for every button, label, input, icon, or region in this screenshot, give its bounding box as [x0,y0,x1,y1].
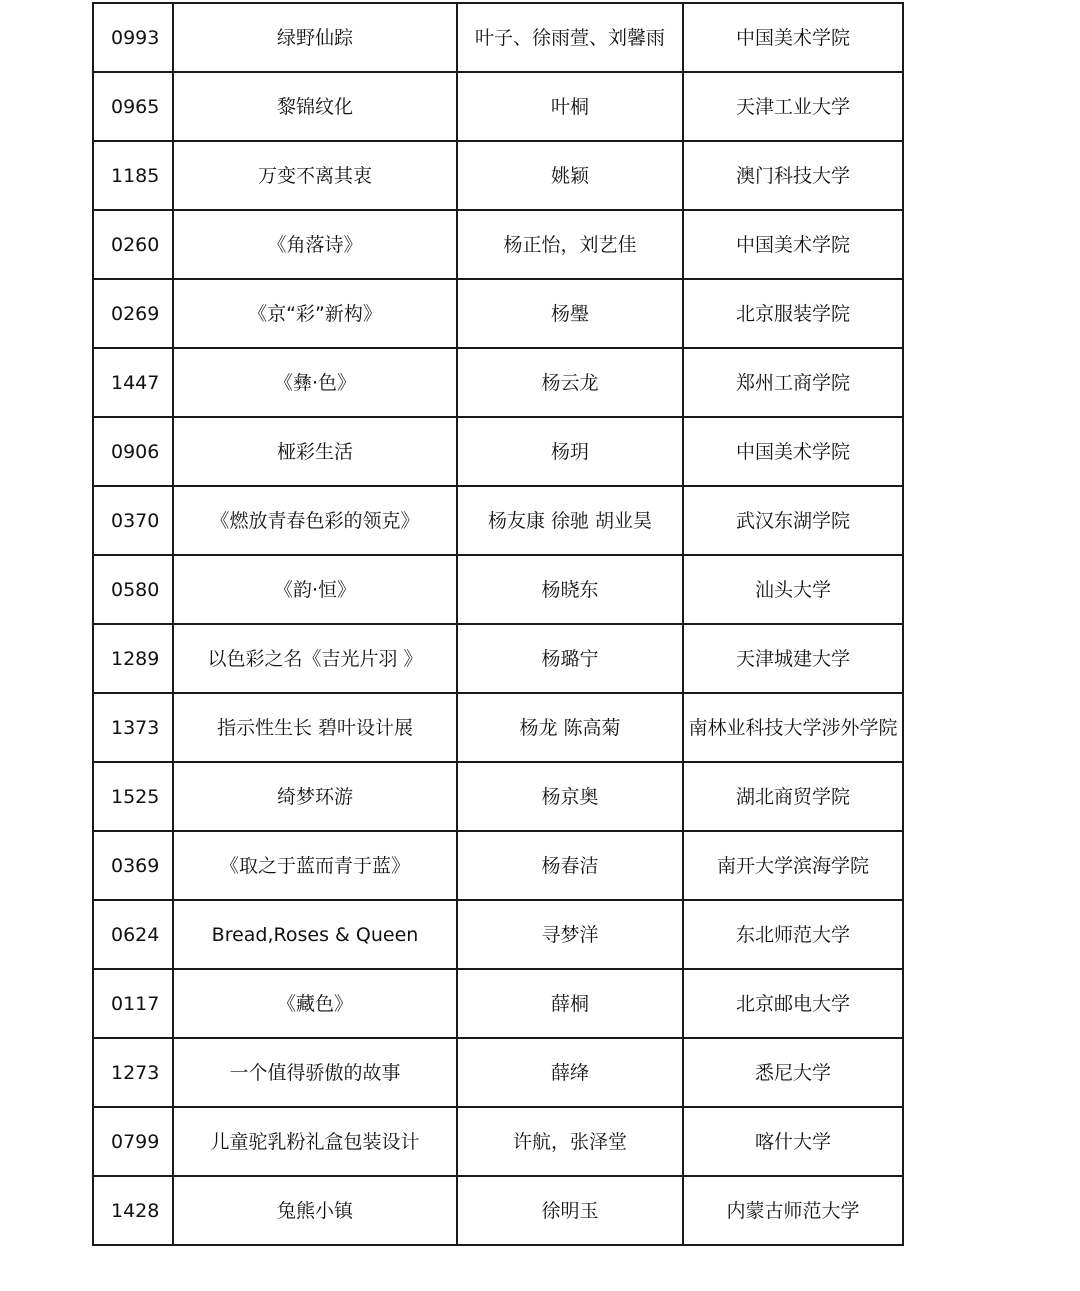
entry-id-cell: 0117 [93,969,173,1038]
school-cell: 南林业科技大学涉外学院 [683,693,903,762]
table-row [93,555,903,624]
work-title-cell: 《京“彩”新构》 [173,279,457,348]
table-row [93,348,903,417]
school-cell: 悉尼大学 [683,1038,903,1107]
author-cell: 杨玥 [457,417,683,486]
table-row [93,900,903,969]
author-cell: 徐明玉 [457,1176,683,1245]
table-row [93,762,903,831]
school-cell: 喀什大学 [683,1107,903,1176]
work-title-cell: 儿童驼乳粉礼盒包装设计 [173,1107,457,1176]
table-row [93,831,903,900]
author-cell: 姚颖 [457,141,683,210]
author-cell: 许航，张泽堂 [457,1107,683,1176]
entry-id-cell: 0624 [93,900,173,969]
results-table-container [92,2,902,1246]
school-cell: 澳门科技大学 [683,141,903,210]
entry-id-cell: 1273 [93,1038,173,1107]
work-title-cell: 绿野仙踪 [173,3,457,72]
school-cell: 中国美术学院 [683,210,903,279]
school-cell: 汕头大学 [683,555,903,624]
author-cell: 杨云龙 [457,348,683,417]
school-cell: 武汉东湖学院 [683,486,903,555]
author-cell: 杨京奥 [457,762,683,831]
author-cell: 杨正怡，刘艺佳 [457,210,683,279]
school-cell: 郑州工商学院 [683,348,903,417]
table-row [93,693,903,762]
author-cell: 杨晓东 [457,555,683,624]
school-cell: 东北师范大学 [683,900,903,969]
entry-id-cell: 0580 [93,555,173,624]
work-title-cell: 桠彩生活 [173,417,457,486]
entry-id-cell: 0269 [93,279,173,348]
results-table [92,2,904,1246]
table-row [93,417,903,486]
work-title-cell: 万变不离其衷 [173,141,457,210]
school-cell: 北京服装学院 [683,279,903,348]
entry-id-cell: 1525 [93,762,173,831]
work-title-cell: 兔熊小镇 [173,1176,457,1245]
school-cell: 天津工业大学 [683,72,903,141]
entry-id-cell: 1373 [93,693,173,762]
entry-id-cell: 0370 [93,486,173,555]
author-cell: 薛桐 [457,969,683,1038]
work-title-cell: 一个值得骄傲的故事 [173,1038,457,1107]
work-title-cell: 以色彩之名《吉光片羽 》 [173,624,457,693]
work-title-cell: 《藏色》 [173,969,457,1038]
entry-id-cell: 0965 [93,72,173,141]
work-title-cell: 《燃放青春色彩的领克》 [173,486,457,555]
work-title-cell: 《取之于蓝而青于蓝》 [173,831,457,900]
school-cell: 中国美术学院 [683,417,903,486]
table-row [93,486,903,555]
table-row [93,624,903,693]
entry-id-cell: 0906 [93,417,173,486]
school-cell: 南开大学滨海学院 [683,831,903,900]
school-cell: 中国美术学院 [683,3,903,72]
work-title-cell: 指示性生长 碧叶设计展 [173,693,457,762]
school-cell: 北京邮电大学 [683,969,903,1038]
school-cell: 天津城建大学 [683,624,903,693]
work-title-cell: 《角落诗》 [173,210,457,279]
table-row [93,210,903,279]
work-title-cell: Bread,Roses & Queen [173,900,457,969]
author-cell: 寻梦洋 [457,900,683,969]
entry-id-cell: 1185 [93,141,173,210]
entry-id-cell: 1447 [93,348,173,417]
author-cell: 杨春洁 [457,831,683,900]
entry-id-cell: 0369 [93,831,173,900]
author-cell: 杨璺 [457,279,683,348]
table-row [93,969,903,1038]
table-row [93,1176,903,1245]
table-row [93,3,903,72]
entry-id-cell: 1428 [93,1176,173,1245]
author-cell: 杨友康 徐驰 胡业昊 [457,486,683,555]
entry-id-cell: 0993 [93,3,173,72]
entry-id-cell: 1289 [93,624,173,693]
author-cell: 薛绛 [457,1038,683,1107]
author-cell: 叶桐 [457,72,683,141]
work-title-cell: 黎锦纹化 [173,72,457,141]
table-row [93,141,903,210]
table-row [93,1107,903,1176]
work-title-cell: 《彝·色》 [173,348,457,417]
school-cell: 湖北商贸学院 [683,762,903,831]
author-cell: 杨璐宁 [457,624,683,693]
school-cell: 内蒙古师范大学 [683,1176,903,1245]
table-body [93,3,903,1245]
entry-id-cell: 0799 [93,1107,173,1176]
table-row [93,1038,903,1107]
author-cell: 杨龙 陈高菊 [457,693,683,762]
work-title-cell: 《韵·恒》 [173,555,457,624]
author-cell: 叶子、徐雨萱、刘馨雨 [457,3,683,72]
entry-id-cell: 0260 [93,210,173,279]
table-row [93,72,903,141]
work-title-cell: 绮梦环游 [173,762,457,831]
table-row [93,279,903,348]
